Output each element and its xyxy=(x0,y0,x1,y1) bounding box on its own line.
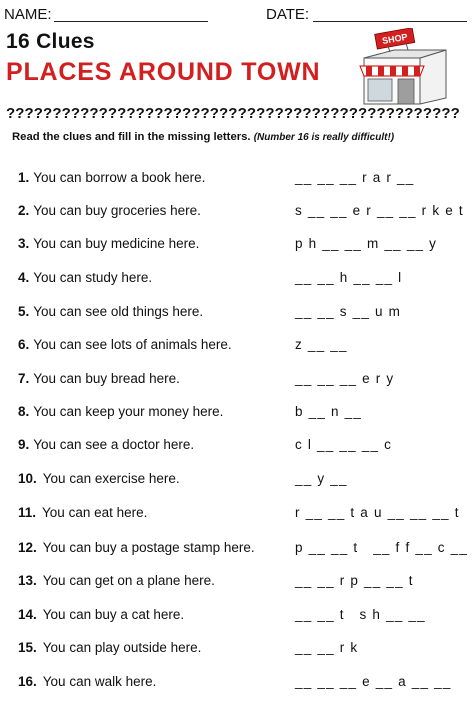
answer-blanks[interactable]: s __ __ e r __ __ r k e t xyxy=(295,203,464,218)
clue-text: You can keep your money here. xyxy=(33,404,224,419)
name-input-line[interactable] xyxy=(54,21,208,22)
clue-text: You can buy medicine here. xyxy=(33,236,200,251)
clue-text: You can eat here. xyxy=(42,505,148,520)
clue-number: 13. xyxy=(18,573,37,588)
clue-row xyxy=(18,203,464,223)
title-clue-count: 16 Clues xyxy=(6,30,95,53)
clue-number: 6. xyxy=(18,337,30,352)
clue-text: You can walk here. xyxy=(42,674,157,689)
clue-row xyxy=(18,607,458,627)
clue-number: 3. xyxy=(18,236,30,251)
clue-number: 1. xyxy=(18,170,30,185)
clue-number: 8. xyxy=(18,404,30,419)
shop-sign-text: SHOP xyxy=(381,31,409,46)
date-input-line[interactable] xyxy=(313,21,467,22)
clue-number: 15. xyxy=(18,640,37,655)
clue-row xyxy=(18,505,458,525)
header-row xyxy=(4,4,468,26)
clue-row xyxy=(18,674,458,694)
clue-row xyxy=(18,304,458,324)
answer-blanks[interactable]: __ __ s __ u m xyxy=(295,304,402,319)
clue-number: 7. xyxy=(18,371,30,386)
answer-blanks[interactable]: z __ __ xyxy=(295,337,348,352)
clue-text: You can study here. xyxy=(33,270,153,285)
clue-number: 4. xyxy=(18,270,30,285)
answer-blanks[interactable]: b __ n __ xyxy=(295,404,363,419)
instructions xyxy=(12,131,394,143)
clue-text: You can borrow a book here. xyxy=(33,170,206,185)
clue-row xyxy=(18,404,458,424)
clue-text: You can see a doctor here. xyxy=(33,437,195,452)
clue-row xyxy=(18,270,458,290)
clue-row xyxy=(18,573,458,593)
answer-blanks[interactable]: __ __ t s h __ __ xyxy=(295,607,426,622)
clue-row xyxy=(18,170,458,190)
clue-number: 12. xyxy=(18,540,37,555)
clue-number: 14. xyxy=(18,607,37,622)
instructions-main: Read the clues and fill in the missing letters. xyxy=(12,131,251,143)
question-mark-divider: ????????????????????????????????????????????????? xyxy=(6,105,460,122)
answer-blanks[interactable]: __ y __ xyxy=(295,471,348,486)
clue-text: You can see old things here. xyxy=(33,304,204,319)
title-main: PLACES AROUND TOWN xyxy=(6,58,321,86)
clue-text: You can see lots of animals here. xyxy=(33,337,232,352)
clue-text: You can get on a plane here. xyxy=(42,573,215,588)
date-label: DATE: xyxy=(266,6,310,23)
answer-blanks[interactable]: __ __ __ r a r __ xyxy=(295,170,415,185)
answer-blanks[interactable]: r __ __ t a u __ __ __ t xyxy=(295,505,460,520)
clue-number: 10. xyxy=(18,471,37,486)
answer-blanks[interactable]: __ __ __ e r y xyxy=(295,371,395,386)
clue-row xyxy=(18,540,469,560)
shop-illustration xyxy=(354,28,450,106)
clue-row xyxy=(18,371,458,391)
clue-text: You can buy groceries here. xyxy=(33,203,201,218)
answer-blanks[interactable]: __ __ r p __ __ t xyxy=(295,573,414,588)
clue-number: 2. xyxy=(18,203,30,218)
clue-text: You can buy a postage stamp here. xyxy=(42,540,255,555)
clue-row xyxy=(18,236,458,256)
clue-row xyxy=(18,337,458,357)
answer-blanks[interactable]: c l __ __ __ c xyxy=(295,437,393,452)
answer-blanks[interactable]: __ __ h __ __ l xyxy=(295,270,403,285)
instructions-note: (Number 16 is really difficult!) xyxy=(253,132,395,143)
answer-blanks[interactable]: __ __ r k xyxy=(295,640,359,655)
clue-number: 5. xyxy=(18,304,30,319)
clue-text: You can play outside here. xyxy=(42,640,202,655)
clue-row xyxy=(18,640,458,660)
clue-row xyxy=(18,437,458,457)
clue-number: 16. xyxy=(18,674,37,689)
answer-blanks[interactable]: p __ __ t __ f f __ c __ xyxy=(295,540,469,555)
answer-blanks[interactable]: p h __ __ m __ __ y xyxy=(295,236,438,251)
clue-number: 9. xyxy=(18,437,30,452)
clue-number: 11. xyxy=(18,505,37,520)
clue-row xyxy=(18,471,458,491)
name-label: NAME: xyxy=(4,6,52,23)
answer-blanks[interactable]: __ __ __ e __ a __ __ xyxy=(295,674,452,689)
clue-text: You can exercise here. xyxy=(42,471,180,486)
clue-text: You can buy a cat here. xyxy=(42,607,185,622)
clue-text: You can buy bread here. xyxy=(33,371,180,386)
